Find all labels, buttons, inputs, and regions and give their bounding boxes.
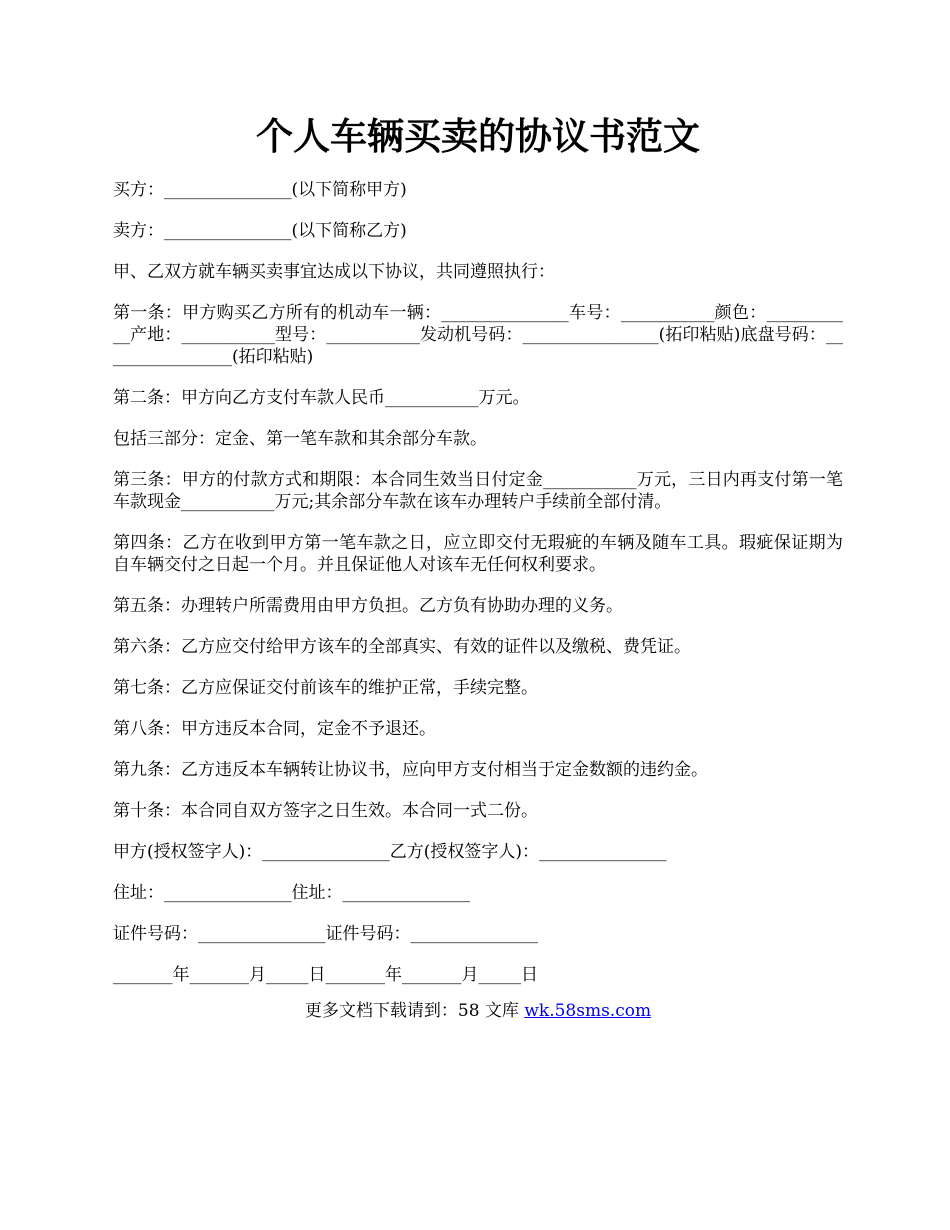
document-body xyxy=(113,179,843,1005)
document-title: 个人车辆买卖的协议书范文 xyxy=(256,114,700,158)
seller-line: 卖方：_______________(以下简称乙方) xyxy=(113,221,407,241)
article-9: 第九条：乙方违反本车辆转让协议书，应向甲方支付相当于定金数额的违约金。 xyxy=(113,760,708,780)
article-3: 第三条：甲方的付款方式和期限：本合同生效当日付定金___________万元，三日内再支付第一笔车款现金___________万元;其余部分车款在该车办理转户手续前全部付清。 xyxy=(113,470,843,512)
id-number-line: 证件号码：_______________证件号码：_______________ xyxy=(113,924,538,944)
article-8: 第八条：甲方违反本合同，定金不予退还。 xyxy=(113,719,436,739)
payment-parts: 包括三部分：定金、第一笔车款和其余部分车款。 xyxy=(113,429,487,449)
article-5: 第五条：办理转户所需费用由甲方负担。乙方负有协助办理的义务。 xyxy=(113,596,623,616)
article-4: 第四条：乙方在收到甲方第一笔车款之日，应立即交付无瑕疵的车辆及随车工具。瑕疵保证期为自车辆交付之日起一个月。并且保证他人对该车无任何权利要求。 xyxy=(113,533,843,575)
intro-paragraph: 甲、乙双方就车辆买卖事宜达成以下协议，共同遵照执行： xyxy=(113,262,555,282)
address-line: 住址：_______________住址：_______________ xyxy=(113,883,470,903)
article-7: 第七条：乙方应保证交付前该车的维护正常，手续完整。 xyxy=(113,678,538,698)
date-line: _______年_______月_____日_______年_______月_____日 xyxy=(113,965,538,985)
article-6: 第六条：乙方应交付给甲方该车的全部真实、有效的证件以及缴税、费凭证。 xyxy=(113,637,691,657)
footer-text: 更多文档下载请到：58 文库 xyxy=(304,1001,525,1021)
buyer-line: 买方：_______________(以下简称甲方) xyxy=(113,180,407,200)
footer-link[interactable]: wk.58sms.com xyxy=(524,1001,652,1021)
article-2: 第二条：甲方向乙方支付车款人民币___________万元。 xyxy=(113,388,530,408)
article-1: 第一条：甲方购买乙方所有的机动车一辆：_______________车号：___________颜色：___________产地：___________型号：___________发动机号码：________________(拓印粘贴)底盘号码：________________(拓印粘贴) xyxy=(113,303,843,367)
article-10: 第十条：本合同自双方签字之日生效。本合同一式二份。 xyxy=(113,801,538,821)
download-footer xyxy=(113,1000,843,1022)
signatory-line: 甲方(授权签字人)：_______________乙方(授权签字人)：_______________ xyxy=(113,842,667,862)
